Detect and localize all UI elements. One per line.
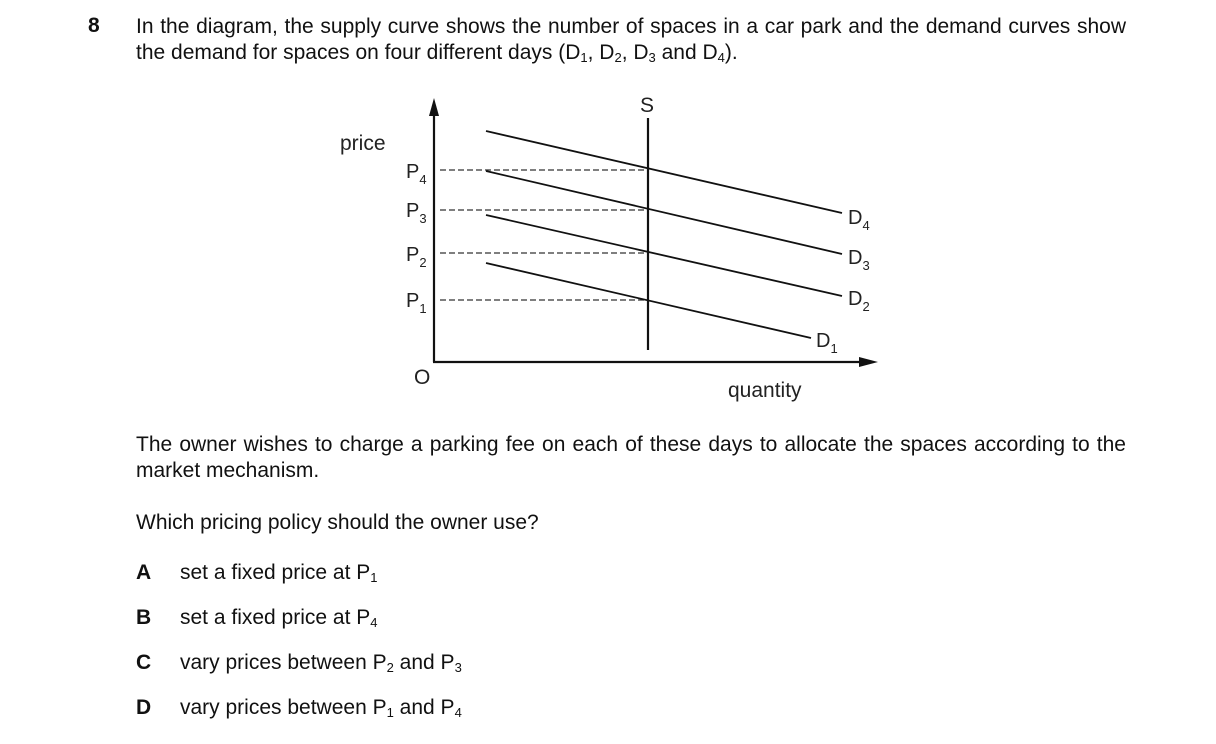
option-text: set a fixed price at $P_4$ (180, 606, 378, 630)
intro-d1-subscript: 1 (580, 50, 588, 65)
demand-curve-d4 (486, 131, 842, 213)
option-letter: C (136, 651, 152, 674)
option-letter: B (136, 606, 152, 629)
option-letter: A (136, 561, 152, 584)
price-label-p1: $P_1$ (406, 290, 427, 316)
price-label-p4: $P_4$ (406, 161, 427, 187)
question-number: 8 (88, 14, 100, 37)
quantity-axis-label: quantity (728, 379, 802, 402)
demand-label-d4: $D_4$ (848, 207, 870, 233)
demand-label-d3: $D_3$ (848, 247, 870, 273)
origin-label: O (414, 366, 431, 389)
supply-label: S (640, 94, 655, 117)
demand-curves (486, 131, 842, 338)
demand-curve-d2 (486, 215, 842, 296)
intro-d3-subscript: 3 (648, 50, 656, 65)
intro-end: ). (724, 41, 738, 64)
demand-label-d2: $D_2$ (848, 288, 870, 314)
price-axis-label: price (340, 132, 386, 155)
intro-d4-subscript: 4 (717, 50, 725, 65)
demand-curve-d3 (486, 171, 842, 254)
question-prompt: Which pricing policy should the owner use? (136, 511, 539, 534)
x-axis-arrow (859, 357, 878, 367)
option-text: set a fixed price at $P_1$ (180, 561, 378, 585)
price-label-p3: $P_3$ (406, 200, 427, 226)
price-guide-lines (440, 170, 648, 300)
intro-separator: , D (587, 41, 615, 64)
owner-statement: The owner wishes to charge a parking fee on each of these days to allocate the spaces according to the market mechanism. (136, 433, 1126, 482)
y-axis-arrow (429, 98, 439, 116)
intro-separator: , D (621, 41, 649, 64)
price-label-p2: $P_2$ (406, 244, 427, 270)
intro-d2-subscript: 2 (614, 50, 622, 65)
demand-label-d1: $D_1$ (816, 330, 838, 356)
option-text: vary prices between $P_2$ and $P_3$ (180, 651, 462, 675)
intro-separator: and D (655, 41, 718, 64)
option-letter: D (136, 696, 152, 719)
intro-text: In the diagram, the supply curve shows the number of spaces in a car park and the demand curves show the demand for spaces on four different days (D (136, 15, 1126, 64)
option-text: vary prices between $P_1$ and $P_4$ (180, 696, 462, 720)
